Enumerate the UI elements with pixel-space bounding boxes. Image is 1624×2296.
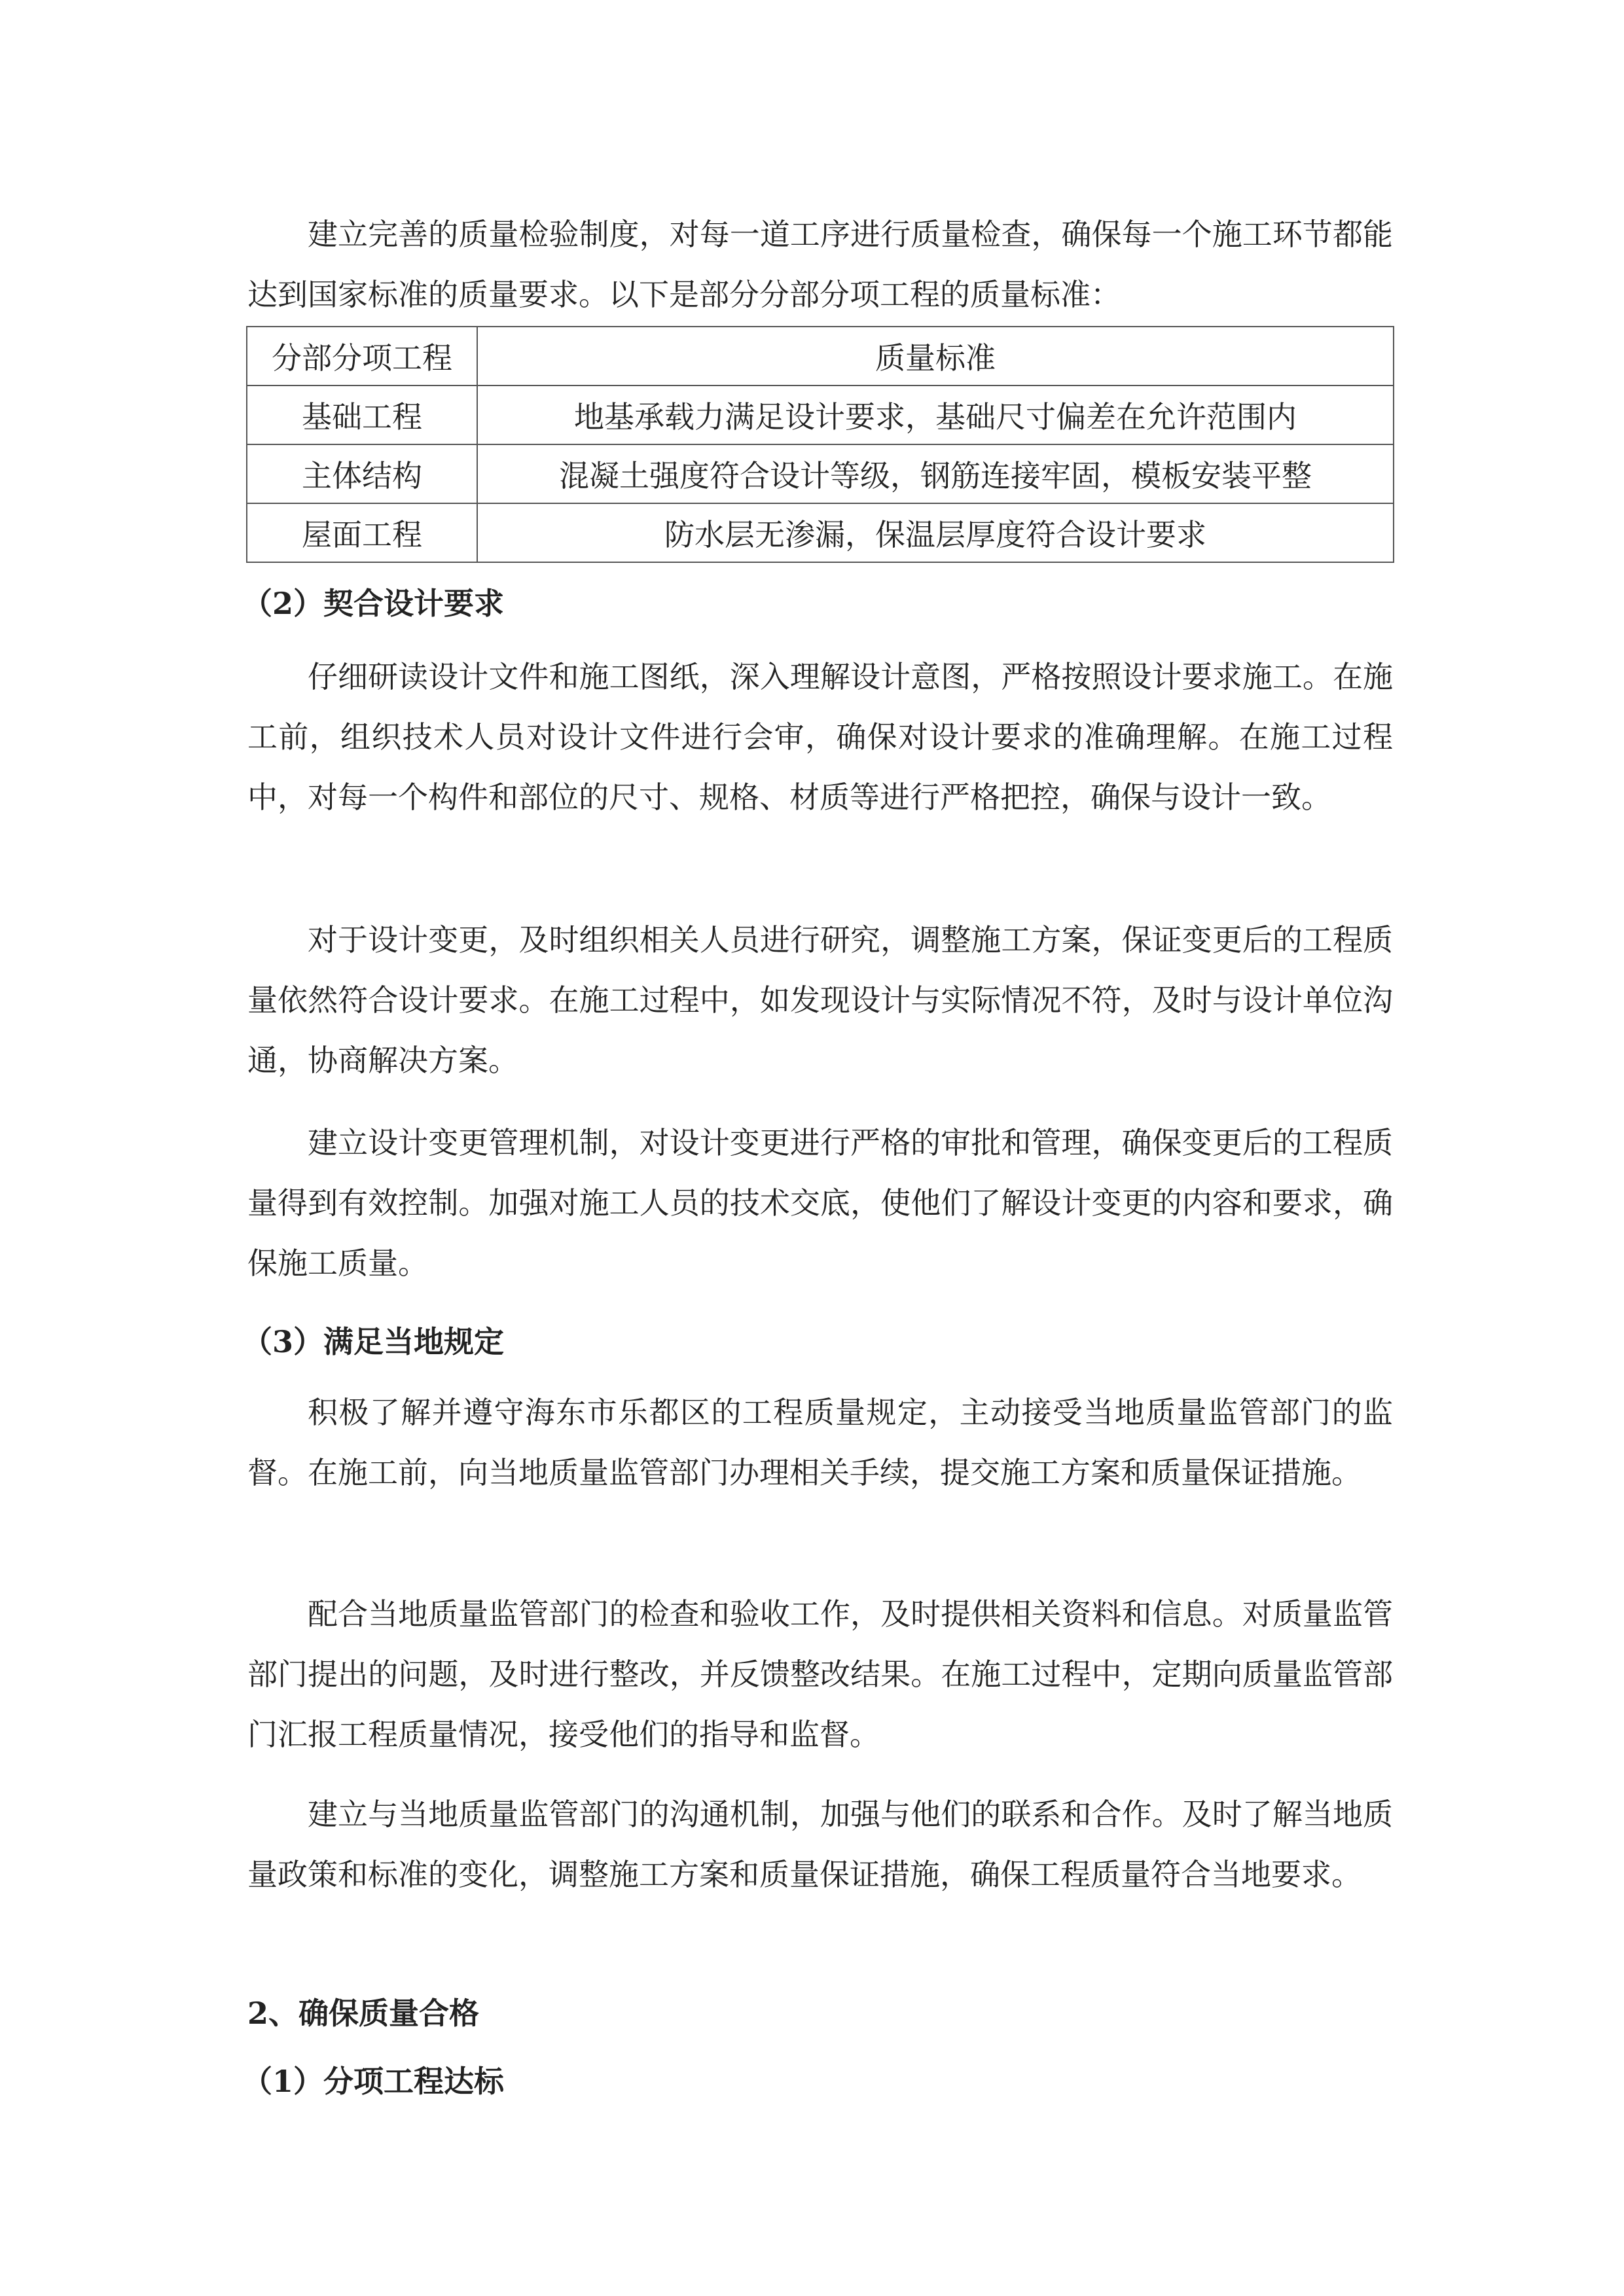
table-cell: 地基承载力满足设计要求，基础尺寸偏差在允许范围内 <box>477 386 1394 444</box>
body-paragraph: 仔细研读设计文件和施工图纸，深入理解设计意图，严格按照设计要求施工。在施工前，组织技术人员对设计文件进行会审，确保对设计要求的准确理解。在施工过程中，对每一个构件和部位的尺寸、规格、材质等进行严格把控，确保与设计一致。 <box>247 659 1393 815</box>
table-row <box>247 503 1394 562</box>
table-row <box>247 386 1394 444</box>
table-header-cell: 分部分项工程 <box>247 327 477 386</box>
table-cell: 主体结构 <box>247 444 477 503</box>
body-paragraph: 对于设计变更，及时组织相关人员进行研究，调整施工方案，保证变更后的工程质量依然符合设计要求。在施工过程中，如发现设计与实际情况不符，及时与设计单位沟通，协商解决方案。 <box>247 922 1393 1078</box>
body-paragraph: 积极了解并遵守海东市乐都区的工程质量规定，主动接受当地质量监管部门的监督。在施工前，向当地质量监管部门办理相关手续，提交施工方案和质量保证措施。 <box>247 1395 1393 1490</box>
table-cell: 防水层无渗漏，保温层厚度符合设计要求 <box>477 503 1394 562</box>
body-paragraph: 配合当地质量监管部门的检查和验收工作，及时提供相关资料和信息。对质量监管部门提出的问题，及时进行整改，并反馈整改结果。在施工过程中，定期向质量监管部门汇报工程质量情况，接受他们的指导和监督。 <box>247 1596 1393 1752</box>
intro-paragraph: 建立完善的质量检验制度，对每一道工序进行质量检查，确保每一个施工环节都能达到国家标准的质量要求。以下是部分分部分项工程的质量标准： <box>247 217 1393 312</box>
quality-standards-table <box>246 326 1394 563</box>
table-cell: 基础工程 <box>247 386 477 444</box>
main-heading: 2、确保质量合格 <box>247 1996 480 2031</box>
section-heading: （2）契合设计要求 <box>242 586 505 621</box>
body-paragraph: 建立与当地质量监管部门的沟通机制，加强与他们的联系和合作。及时了解当地质量政策和标准的变化，调整施工方案和质量保证措施，确保工程质量符合当地要求。 <box>247 1797 1393 1892</box>
table-header-row <box>247 327 1394 386</box>
subsection-heading: （1）分项工程达标 <box>242 2064 505 2099</box>
table-row <box>247 444 1394 503</box>
body-paragraph: 建立设计变更管理机制，对设计变更进行严格的审批和管理，确保变更后的工程质量得到有效控制。加强对施工人员的技术交底，使他们了解设计变更的内容和要求，确保施工质量。 <box>247 1125 1393 1281</box>
table-header-cell: 质量标准 <box>477 327 1394 386</box>
section-heading: （3）满足当地规定 <box>242 1324 505 1359</box>
table-cell: 混凝土强度符合设计等级，钢筋连接牢固，模板安装平整 <box>477 444 1394 503</box>
table-cell: 屋面工程 <box>247 503 477 562</box>
